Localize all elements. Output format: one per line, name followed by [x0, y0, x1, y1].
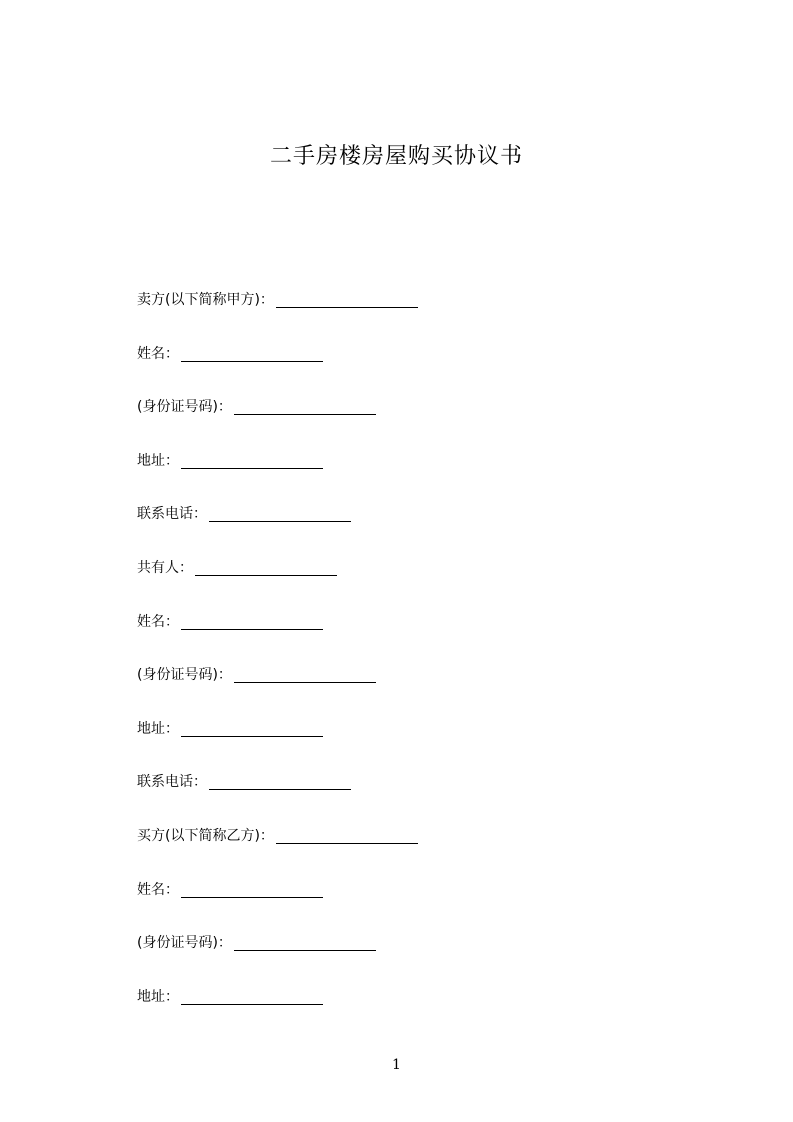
- field-label: 联系电话：: [137, 774, 207, 791]
- field-blank[interactable]: [209, 501, 351, 522]
- field-label: 联系电话：: [137, 506, 207, 523]
- field-blank[interactable]: [181, 877, 323, 898]
- field-label: 姓名：: [137, 345, 179, 362]
- field-blank[interactable]: [234, 662, 376, 683]
- field-label: 地址：: [137, 720, 179, 737]
- field-label: 共有人：: [137, 559, 193, 576]
- field-row-buyer-name: [137, 877, 697, 931]
- field-row-seller-address: [137, 448, 697, 502]
- field-blank[interactable]: [181, 984, 323, 1005]
- field-blank[interactable]: [181, 716, 323, 737]
- field-row-co-owner-id: [137, 662, 697, 716]
- field-row-co-owner-phone: [137, 769, 697, 823]
- field-label: 姓名：: [137, 881, 179, 898]
- field-label: 姓名：: [137, 613, 179, 630]
- field-row-buyer: [137, 823, 697, 877]
- document-title: 二手房楼房屋购买协议书: [269, 144, 523, 169]
- field-row-seller-id: [137, 394, 697, 448]
- field-blank[interactable]: [181, 609, 323, 630]
- field-blank[interactable]: [209, 769, 351, 790]
- form-fields: [137, 287, 697, 1037]
- field-blank[interactable]: [276, 287, 418, 308]
- field-label: (身份证号码)：: [137, 935, 232, 952]
- field-row-seller: [137, 287, 697, 341]
- field-blank[interactable]: [234, 930, 376, 951]
- field-label: (身份证号码)：: [137, 667, 232, 684]
- field-row-seller-name: [137, 341, 697, 395]
- field-row-buyer-id: [137, 930, 697, 984]
- field-row-seller-phone: [137, 501, 697, 555]
- field-row-co-owner-name: [137, 609, 697, 663]
- field-blank[interactable]: [181, 341, 323, 362]
- page-number: 1: [392, 1057, 401, 1073]
- field-row-co-owner: [137, 555, 697, 609]
- field-label: (身份证号码)：: [137, 399, 232, 416]
- field-row-buyer-address: [137, 984, 697, 1038]
- field-blank[interactable]: [181, 448, 323, 469]
- field-row-co-owner-address: [137, 716, 697, 770]
- field-label: 地址：: [137, 452, 179, 469]
- field-label: 买方(以下简称乙方)：: [137, 827, 274, 844]
- field-blank[interactable]: [276, 823, 418, 844]
- field-blank[interactable]: [195, 555, 337, 576]
- field-label: 卖方(以下简称甲方)：: [137, 292, 274, 308]
- field-blank[interactable]: [234, 394, 376, 415]
- field-label: 地址：: [137, 988, 179, 1005]
